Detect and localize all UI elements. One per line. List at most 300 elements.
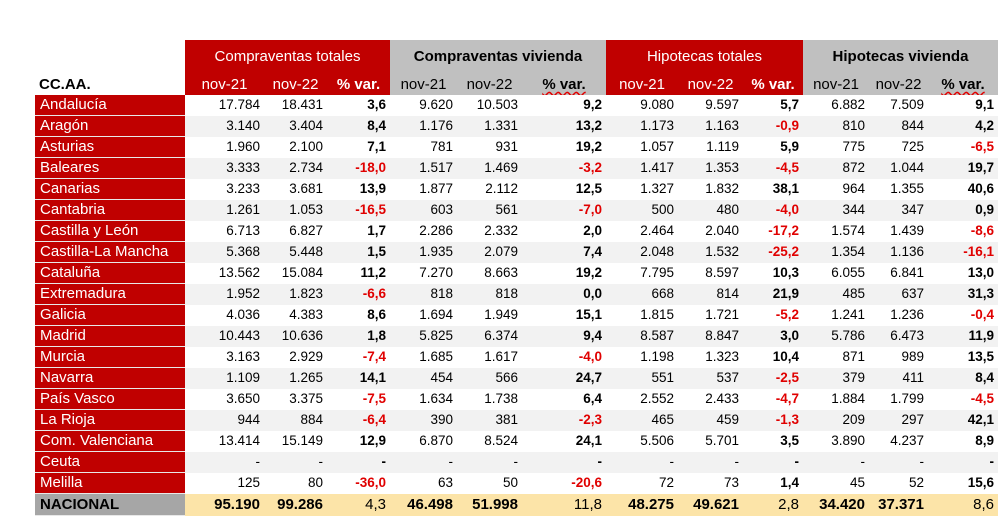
value-cell: 10.636 (264, 326, 327, 347)
total-value-cell: 48.275 (606, 494, 678, 516)
pct-change-cell: -7,4 (362, 349, 386, 364)
value-cell: 480 (678, 200, 743, 221)
pct-change-cell: 12,9 (359, 433, 386, 448)
value-cell: 1.532 (678, 242, 743, 263)
value-cell: 5.368 (185, 242, 264, 263)
sub-header-nov21: nov-21 (606, 74, 678, 95)
value-cell: 5.701 (705, 433, 739, 448)
pct-change-cell: 19,7 (928, 158, 998, 179)
value-cell: 1.832 (705, 181, 739, 196)
region-column-header: CC.AA. (35, 74, 185, 95)
table-row (35, 284, 998, 305)
value-cell: 775 (842, 139, 865, 154)
pct-change-cell: 9,2 (583, 97, 602, 113)
pct-change-cell: 10,4 (772, 349, 799, 364)
group-header-2: Compraventas vivienda (390, 40, 606, 74)
value-cell: 989 (901, 349, 924, 364)
value-cell: 9.080 (640, 97, 674, 113)
value-cell: 347 (869, 200, 928, 221)
pct-change-cell: - (928, 452, 998, 473)
value-cell: 844 (869, 116, 928, 137)
group-header-1: Compraventas totales (185, 40, 390, 74)
pct-change-cell: 11,9 (928, 326, 998, 347)
pct-change-cell: 9,1 (975, 97, 994, 113)
pct-change-cell: -6,5 (970, 139, 994, 154)
pct-change-cell: 7,4 (522, 242, 606, 263)
value-cell: 2.112 (485, 181, 518, 196)
pct-change-cell: -2,3 (522, 410, 606, 431)
value-cell: 561 (457, 200, 522, 221)
pct-change-cell: 11,2 (360, 265, 386, 280)
value-cell: 1.057 (640, 139, 674, 154)
sub-header-nov21: nov-21 (185, 74, 264, 95)
value-cell: 3.163 (226, 349, 260, 364)
pct-change-cell: -4,0 (743, 200, 803, 221)
value-cell: 6.713 (226, 223, 260, 238)
region-name-cell: País Vasco (35, 389, 185, 410)
value-cell: 1.241 (831, 307, 865, 322)
value-cell: 1.617 (484, 349, 518, 364)
total-label-cell: NACIONAL (35, 494, 185, 516)
value-cell: 781 (430, 139, 453, 154)
value-cell: 4.383 (289, 307, 323, 322)
pct-change-cell: 5,7 (780, 97, 799, 113)
value-cell: 8.524 (484, 433, 518, 448)
value-cell: 6.882 (831, 97, 865, 113)
value-cell: 944 (185, 410, 264, 431)
pct-change-cell: 8,4 (928, 368, 998, 389)
value-cell: 1.173 (606, 116, 678, 137)
pct-change-cell: - (522, 452, 606, 473)
value-cell: 7.795 (640, 265, 674, 280)
value-cell: 2.040 (705, 223, 739, 238)
sub-header-nov21: nov-21 (803, 74, 869, 95)
value-cell: 459 (678, 410, 743, 431)
pct-change-cell: -7,0 (522, 200, 606, 221)
value-cell: 814 (678, 284, 743, 305)
pct-change-cell: -4,5 (970, 391, 994, 406)
value-cell: 390 (390, 410, 457, 431)
value-cell: 8.597 (705, 265, 739, 280)
value-cell: 2.332 (484, 223, 518, 238)
value-cell: 5.825 (390, 326, 457, 347)
header-blank-cell (35, 40, 185, 74)
value-cell: 1.053 (264, 200, 327, 221)
region-name-cell: Navarra (35, 368, 185, 389)
pct-change-cell: -6,6 (327, 284, 390, 305)
group-header-4: Hipotecas vivienda (803, 40, 998, 74)
pct-change-cell: -16,1 (928, 242, 998, 263)
value-cell: 8.847 (678, 326, 743, 347)
value-cell: 1.236 (890, 307, 924, 322)
sub-header-nov22: nov-22 (869, 74, 928, 95)
value-cell: 5.448 (264, 242, 327, 263)
total-pct-cell: 8,6 (928, 494, 998, 516)
value-cell: 485 (803, 284, 869, 305)
table-row (35, 452, 998, 473)
value-cell: 72 (658, 475, 674, 490)
value-cell: 7.270 (419, 265, 453, 280)
table-row (35, 326, 998, 347)
value-cell: - (457, 452, 522, 473)
pct-change-cell: 8,9 (975, 433, 994, 448)
region-name-cell: Com. Valenciana (35, 431, 185, 452)
pct-change-cell: -36,0 (355, 475, 386, 490)
value-cell: 344 (803, 200, 869, 221)
table-row (35, 158, 998, 179)
table-row (35, 95, 998, 116)
region-name-cell: Andalucía (35, 95, 185, 116)
pct-change-cell: 5,9 (780, 139, 799, 154)
total-value-cell: 46.498 (390, 494, 457, 516)
region-name-cell: Cantabria (35, 200, 185, 221)
value-cell: 725 (901, 139, 924, 154)
value-cell: 50 (502, 475, 518, 490)
value-cell: 2.734 (264, 158, 327, 179)
value-cell: 1.694 (419, 307, 453, 322)
value-cell: - (185, 452, 264, 473)
pct-change-cell: -3,2 (522, 158, 606, 179)
pct-change-cell: 4,2 (928, 116, 998, 137)
value-cell: 1.634 (419, 391, 453, 406)
total-value-cell: 51.998 (457, 494, 522, 516)
value-cell: 15.084 (281, 265, 323, 280)
value-cell: 1.884 (831, 391, 865, 406)
value-cell: 6.473 (869, 326, 928, 347)
sub-header-nov22: nov-22 (457, 74, 522, 95)
pct-change-cell: 15,1 (575, 307, 602, 322)
pct-change-cell: 21,9 (743, 284, 803, 305)
sub-header-var (928, 74, 998, 95)
table-row (35, 473, 998, 494)
total-value-cell: 95.190 (185, 494, 264, 516)
region-name-cell: Madrid (35, 326, 185, 347)
value-cell: 13.562 (218, 265, 260, 280)
value-cell: 1.469 (457, 158, 522, 179)
value-cell: 8.587 (606, 326, 678, 347)
pct-change-cell: -4,0 (578, 349, 602, 364)
region-name-cell: Aragón (35, 116, 185, 137)
value-cell: 411 (869, 368, 928, 389)
region-name-cell: La Rioja (35, 410, 185, 431)
value-cell: 1.439 (890, 223, 924, 238)
region-name-cell: Castilla y León (35, 221, 185, 242)
value-cell: 381 (457, 410, 522, 431)
value-cell: 3.333 (185, 158, 264, 179)
value-cell: 125 (237, 475, 260, 490)
total-pct-cell: 2,8 (743, 494, 803, 516)
value-cell: 1.815 (640, 307, 674, 322)
value-cell: 209 (803, 410, 869, 431)
value-cell: 6.374 (457, 326, 522, 347)
pct-change-cell: -20,6 (571, 475, 602, 490)
pct-change-cell: 1,7 (367, 223, 386, 238)
pct-change-cell: -0,4 (970, 307, 994, 322)
value-cell: 3.890 (831, 433, 865, 448)
pct-change-cell: 13,0 (967, 265, 994, 280)
value-cell: 1.119 (706, 139, 739, 154)
value-cell: 810 (803, 116, 869, 137)
pct-change-cell: - (743, 452, 803, 473)
pct-change-cell: 12,5 (575, 181, 602, 196)
pct-change-cell: 0,9 (928, 200, 998, 221)
pct-change-cell: 6,4 (583, 391, 602, 406)
pct-change-cell: 24,7 (522, 368, 606, 389)
value-cell: 5.506 (640, 433, 674, 448)
value-cell: 52 (908, 475, 924, 490)
value-cell: 1.799 (890, 391, 924, 406)
total-value-cell: 37.371 (869, 494, 928, 516)
value-cell: 2.433 (705, 391, 739, 406)
pct-change-cell: 3,0 (743, 326, 803, 347)
total-row (35, 494, 998, 516)
region-name-cell: Baleares (35, 158, 185, 179)
value-cell: 73 (723, 475, 739, 490)
value-cell: 1.355 (890, 181, 924, 196)
value-cell: 2.929 (289, 349, 323, 364)
value-cell: 2.552 (640, 391, 674, 406)
pct-change-cell: -25,2 (743, 242, 803, 263)
value-cell: 2.100 (289, 139, 323, 154)
sub-header-nov22: nov-22 (678, 74, 743, 95)
value-cell: 6.827 (289, 223, 323, 238)
value-cell: 1.574 (831, 223, 865, 238)
pct-change-cell: 1,8 (327, 326, 390, 347)
value-cell: 6.055 (831, 265, 865, 280)
pct-change-cell: 15,6 (967, 475, 994, 490)
pct-change-cell: -8,6 (970, 223, 994, 238)
total-value-cell: 99.286 (264, 494, 327, 516)
pct-change-cell: 31,3 (928, 284, 998, 305)
value-cell: 3.375 (289, 391, 323, 406)
value-cell: 13.414 (218, 433, 260, 448)
pct-change-cell: 9,4 (522, 326, 606, 347)
pct-change-cell: 8,6 (367, 307, 386, 322)
value-cell: 1.109 (185, 368, 264, 389)
value-cell: 1.517 (390, 158, 457, 179)
value-cell: 297 (869, 410, 928, 431)
region-name-cell: Ceuta (35, 452, 185, 473)
value-cell: 4.237 (890, 433, 924, 448)
value-cell: 9.620 (419, 97, 453, 113)
sub-header-nov22: nov-22 (264, 74, 327, 95)
table-row (35, 410, 998, 431)
value-cell: 931 (495, 139, 518, 154)
table-row (35, 200, 998, 221)
value-cell: 1.198 (640, 349, 674, 364)
region-name-cell: Castilla-La Mancha (35, 242, 185, 263)
table-row (35, 368, 998, 389)
value-cell: 1.721 (705, 307, 739, 322)
region-name-cell: Galicia (35, 305, 185, 326)
sub-header-var-label: % var. (542, 76, 586, 93)
pct-change-cell: 8,4 (327, 116, 390, 137)
value-cell: 818 (390, 284, 457, 305)
value-cell: 1.327 (640, 181, 674, 196)
value-cell: 1.417 (606, 158, 678, 179)
ccaa-statistics-table (35, 40, 998, 516)
table-row (35, 389, 998, 410)
value-cell: 2.286 (419, 223, 453, 238)
region-name-cell: Canarias (35, 179, 185, 200)
value-cell: 15.149 (281, 433, 323, 448)
value-cell: 5.786 (803, 326, 869, 347)
value-cell: 1.823 (264, 284, 327, 305)
pct-change-cell: 3,6 (367, 97, 386, 113)
sub-header-var: % var. (327, 74, 390, 95)
sub-header-var: % var. (743, 74, 803, 95)
value-cell: 1.261 (185, 200, 264, 221)
pct-change-cell: 42,1 (928, 410, 998, 431)
sub-header-row (35, 74, 998, 95)
value-cell: 1.354 (803, 242, 869, 263)
value-cell: 1.331 (457, 116, 522, 137)
value-cell: - (869, 452, 928, 473)
value-cell: 6.870 (419, 433, 453, 448)
value-cell: 63 (437, 475, 453, 490)
table-row (35, 347, 998, 368)
pct-change-cell: 13,9 (359, 181, 386, 196)
table-row (35, 305, 998, 326)
pct-change-cell: 24,1 (575, 433, 602, 448)
pct-change-cell: -2,5 (743, 368, 803, 389)
value-cell: 1.935 (390, 242, 457, 263)
sub-header-var-label: % var. (941, 76, 985, 93)
value-cell: 9.597 (705, 97, 739, 113)
value-cell: 7.509 (890, 97, 924, 113)
value-cell: 964 (842, 181, 865, 196)
table-row (35, 263, 998, 284)
value-cell: 1.685 (419, 349, 453, 364)
pct-change-cell: 40,6 (967, 181, 994, 196)
value-cell: 1.265 (264, 368, 327, 389)
group-header-row (35, 40, 998, 74)
value-cell: 1.960 (226, 139, 260, 154)
value-cell: 1.176 (390, 116, 457, 137)
table-row (35, 242, 998, 263)
value-cell: 637 (869, 284, 928, 305)
value-cell: 17.784 (218, 97, 260, 113)
value-cell: 10.443 (185, 326, 264, 347)
table-row (35, 431, 998, 452)
pct-change-cell: -17,2 (768, 223, 799, 238)
value-cell: 3.233 (226, 181, 260, 196)
value-cell: 1.323 (705, 349, 739, 364)
pct-change-cell: 13,5 (967, 349, 994, 364)
table-row (35, 116, 998, 137)
value-cell: 1.738 (484, 391, 518, 406)
value-cell: 1.877 (419, 181, 453, 196)
value-cell: 454 (390, 368, 457, 389)
value-cell: 871 (842, 349, 865, 364)
value-cell: 1.163 (678, 116, 743, 137)
value-cell: 10.503 (476, 97, 518, 113)
value-cell: 603 (390, 200, 457, 221)
value-cell: 6.841 (890, 265, 924, 280)
pct-change-cell: -16,5 (327, 200, 390, 221)
table-row (35, 221, 998, 242)
region-name-cell: Asturias (35, 137, 185, 158)
pct-change-cell: 13,2 (522, 116, 606, 137)
pct-change-cell: -4,5 (743, 158, 803, 179)
pct-change-cell: 19,2 (575, 265, 602, 280)
value-cell: 3.404 (264, 116, 327, 137)
value-cell: 668 (606, 284, 678, 305)
value-cell: 1.952 (185, 284, 264, 305)
group-header-3: Hipotecas totales (606, 40, 803, 74)
value-cell: 2.079 (457, 242, 522, 263)
pct-change-cell: 7,1 (367, 139, 386, 154)
value-cell: - (264, 452, 327, 473)
pct-change-cell: 19,2 (575, 139, 602, 154)
pct-change-cell: -7,5 (362, 391, 386, 406)
value-cell: 80 (307, 475, 323, 490)
value-cell: 3.650 (226, 391, 260, 406)
total-pct-cell: 4,3 (327, 494, 390, 516)
total-value-cell: 49.621 (678, 494, 743, 516)
table-row (35, 179, 998, 200)
value-cell: - (803, 452, 869, 473)
sub-header-nov21: nov-21 (390, 74, 457, 95)
value-cell: 1.353 (678, 158, 743, 179)
value-cell: 45 (849, 475, 865, 490)
region-name-cell: Cataluña (35, 263, 185, 284)
pct-change-cell: 1,5 (327, 242, 390, 263)
value-cell: 551 (606, 368, 678, 389)
pct-change-cell: - (327, 452, 390, 473)
value-cell: 1.136 (869, 242, 928, 263)
pct-change-cell: 3,5 (780, 433, 799, 448)
value-cell: 566 (457, 368, 522, 389)
pct-change-cell: -6,4 (327, 410, 390, 431)
pct-change-cell: -5,2 (775, 307, 799, 322)
value-cell: - (606, 452, 678, 473)
pct-change-cell: 0,0 (522, 284, 606, 305)
value-cell: 537 (678, 368, 743, 389)
value-cell: 884 (264, 410, 327, 431)
value-cell: 465 (606, 410, 678, 431)
table-row (35, 137, 998, 158)
value-cell: - (390, 452, 457, 473)
value-cell: 1.044 (869, 158, 928, 179)
sub-header-var (522, 74, 606, 95)
pct-change-cell: -1,3 (743, 410, 803, 431)
pct-change-cell: 14,1 (327, 368, 390, 389)
value-cell: 1.949 (484, 307, 518, 322)
value-cell: 500 (606, 200, 678, 221)
region-name-cell: Murcia (35, 347, 185, 368)
value-cell: 4.036 (226, 307, 260, 322)
value-cell: 3.140 (185, 116, 264, 137)
pct-change-cell: 2,0 (583, 223, 602, 238)
value-cell: 18.431 (281, 97, 323, 113)
region-name-cell: Melilla (35, 473, 185, 494)
value-cell: 2.464 (640, 223, 674, 238)
pct-change-cell: -18,0 (327, 158, 390, 179)
pct-change-cell: 38,1 (772, 181, 799, 196)
value-cell: 818 (457, 284, 522, 305)
pct-change-cell: 1,4 (780, 475, 799, 490)
value-cell: - (678, 452, 743, 473)
total-pct-cell: 11,8 (522, 494, 606, 516)
pct-change-cell: 10,3 (772, 265, 799, 280)
value-cell: 872 (803, 158, 869, 179)
region-name-cell: Extremadura (35, 284, 185, 305)
value-cell: 8.663 (484, 265, 518, 280)
pct-change-cell: -4,7 (775, 391, 799, 406)
pct-change-cell: -0,9 (743, 116, 803, 137)
total-value-cell: 34.420 (803, 494, 869, 516)
